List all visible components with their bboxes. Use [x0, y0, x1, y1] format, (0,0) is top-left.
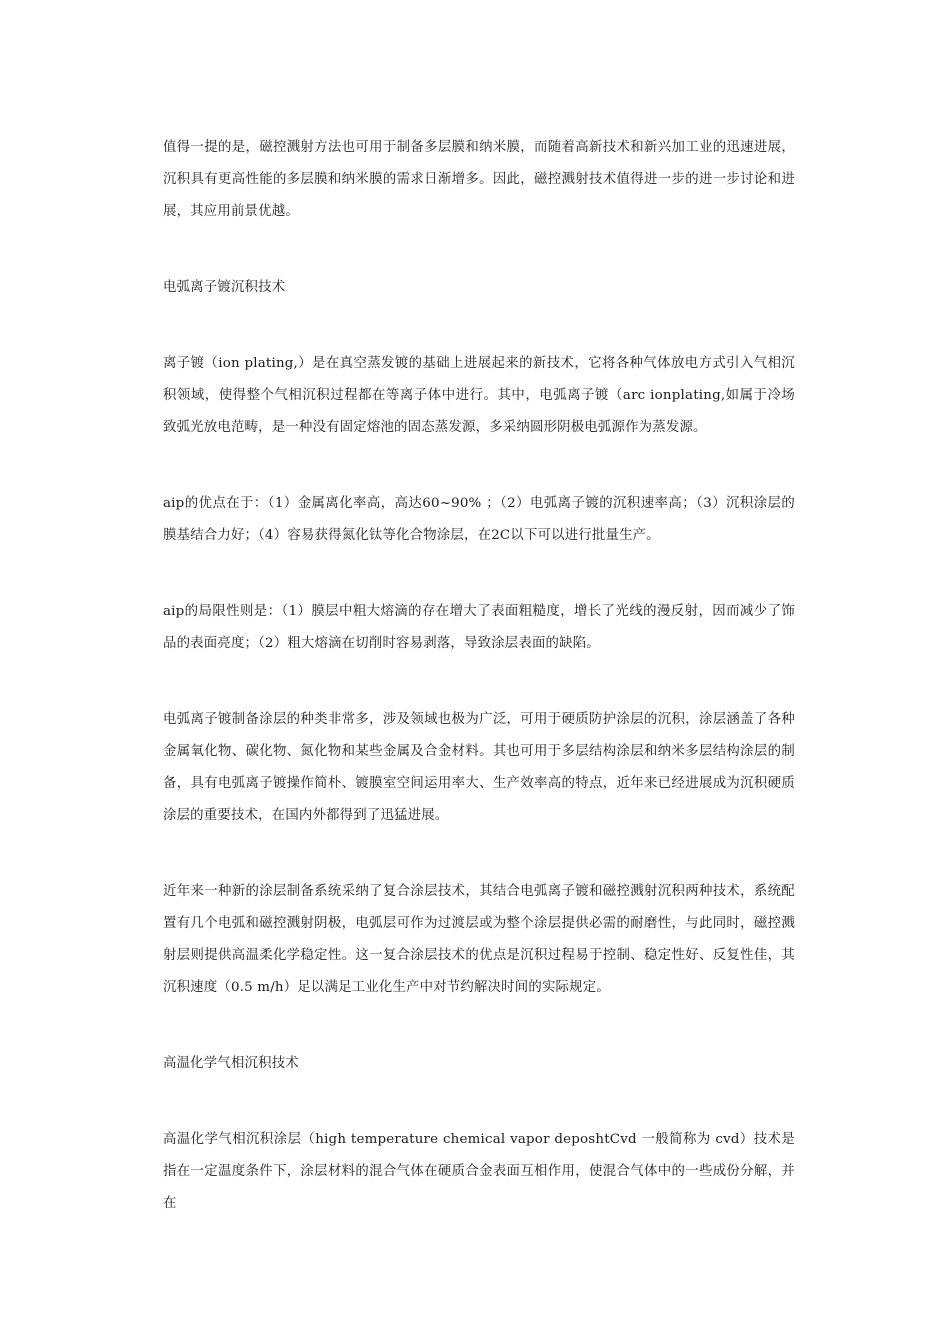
paragraph-composite-coating: 近年来一种新的涂层制备系统采纳了复合涂层技术，其结合电弧离子镀和磁控溅射沉积两种技术，系统配置有几个电弧和磁控溅射阴极，电弧层可作为过渡层或为整个涂层提供必需的耐磨性，与此同时，磁控溅射层则提供高温柔化学稳定性。这一复合涂层技术的优点是沉积过程易于控制、稳定性好、反复性佳，其沉积速度（0.5 m/h）足以满足工业化生产中对节约解决时间的实际规定。 [163, 884, 795, 995]
paragraph-aip-advantages: aip的优点在于：（1）金属离化率高，高达60~90% ；（2）电弧离子镀的沉积速率高；（3）沉积涂层的膜基结合力好；（4）容易获得氮化钛等化合物涂层，在2C以下可以进行批量生产。 [163, 496, 795, 543]
section-heading-htcvd: 高温化学气相沉积技术 [163, 1056, 299, 1071]
section-heading-arc-ion-plating: 电弧离子镀沉积技术 [163, 280, 286, 295]
paragraph-aip-applications: 电弧离子镀制备涂层的种类非常多，涉及领域也极为广泛，可用于硬质防护涂层的沉积，涂层涵盖了各种金属氧化物、碳化物、氮化物和某些金属及合金材料。其也可用于多层结构涂层和纳米多层结构涂层的制备，具有电弧离子镀操作简朴、镀膜室空间运用率大、生产效率高的特点，近年来已经进展成为沉积硬质涂层的重要技术，在国内外都得到了迅猛进展。 [163, 712, 795, 823]
paragraph-ion-plating-intro: 离子镀（ion plating,）是在真空蒸发镀的基础上进展起来的新技术，它将各种气体放电方式引入气相沉积领域，使得整个气相沉积过程都在等离子体中进行。其中，电弧离子镀（arc ionplating,如属于冷场致弧光放电范畴，是一种没有固定熔池的固态蒸发源，多采纳圆形阴极电弧源作为蒸发源。 [163, 356, 795, 435]
paragraph-htcvd-intro: 高温化学气相沉积涂层（high temperature chemical vapor deposhtCvd 一般简称为 cvd）技术是指在一定温度条件下，涂层材料的混合气体在硬质合金表面互相作用，使混合气体中的一些成份分解，并在 [163, 1132, 795, 1211]
paragraph-aip-limitations: aip的局限性则是：（1）膜层中粗大熔滴的存在增大了表面粗糙度，增长了光线的漫反射，因而减少了饰品的表面亮度；（2）粗大熔滴在切削时容易剥落，导致涂层表面的缺陷。 [163, 604, 795, 651]
paragraph-magnetron-summary: 值得一提的是，磁控溅射方法也可用于制备多层膜和纳米膜，而随着高新技术和新兴加工业的迅速进展，沉积具有更高性能的多层膜和纳米膜的需求日渐增多。因此，磁控溅射技术值得进一步的进一步讨论和进展，其应用前景优越。 [163, 140, 795, 219]
document-body [163, 132, 795, 1220]
